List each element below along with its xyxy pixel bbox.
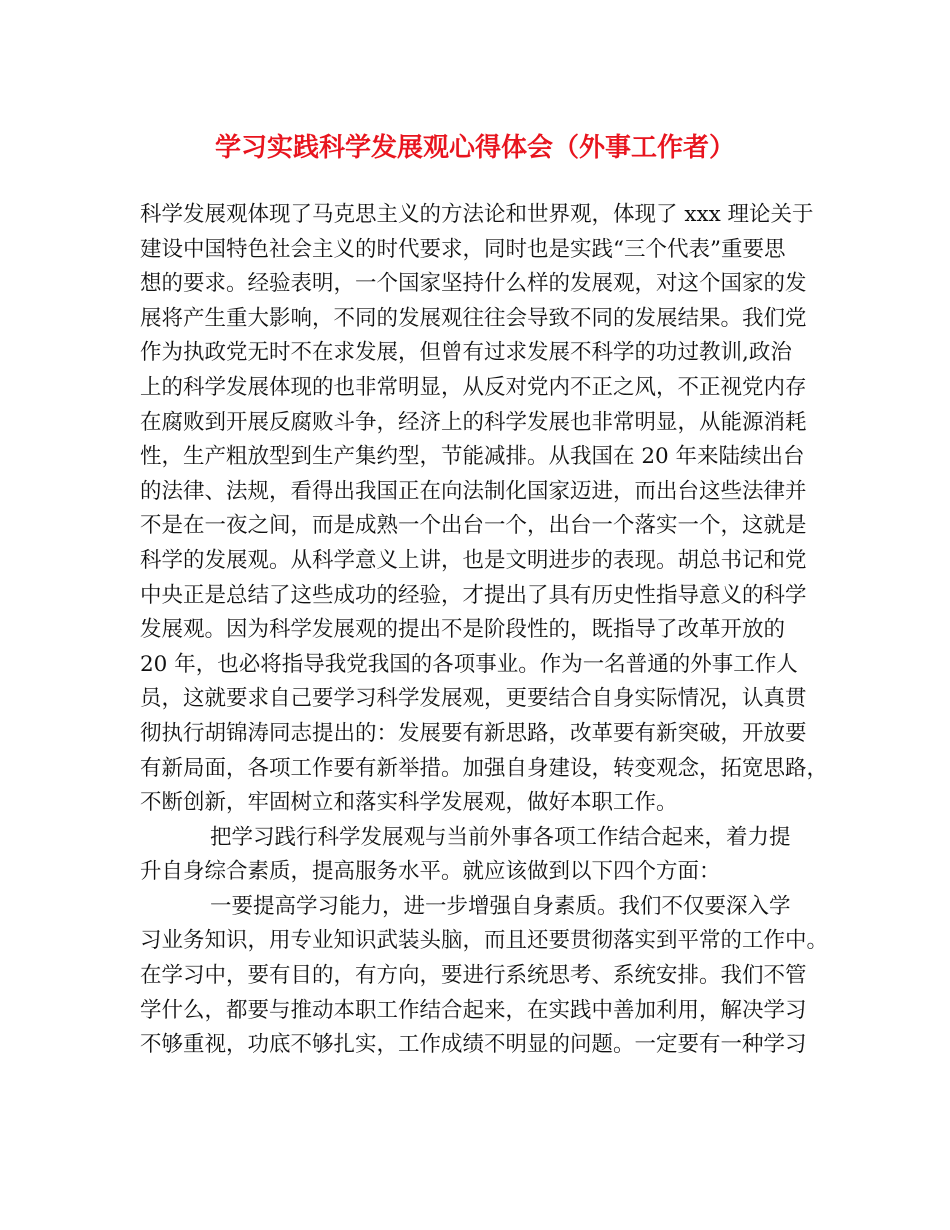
document-title: 学习实践科学发展观心得体会（外事工作者） <box>214 133 735 163</box>
paragraph-line: 彻执行胡锦涛同志提出的：发展要有新思路，改革要有新突破，开放要 <box>140 720 807 746</box>
paragraph-line: 有新局面，各项工作要有新举措。加强自身建设，转变观念，拓宽思路， <box>140 755 829 781</box>
paragraph-line: 上的科学发展体现的也非常明显，从反对党内不正之风，不正视党内存 <box>140 374 807 400</box>
paragraph-line: 不是在一夜之间，而是成熟一个出台一个，出台一个落实一个，这就是 <box>140 513 807 539</box>
paragraph-line: 习业务知识，用专业知识武装头脑，而且还要贯彻落实到平常的工作中。 <box>140 928 829 954</box>
paragraph-line: 想的要求。经验表明，一个国家坚持什么样的发展观，对这个国家的发 <box>140 271 807 297</box>
paragraph-line: 不够重视，功底不够扎实，工作成绩不明显的问题。一定要有一种学习 <box>140 1032 807 1058</box>
paragraph-line: 学什么，都要与推动本职工作结合起来，在实践中善加利用，解决学习 <box>140 997 807 1023</box>
paragraph-line: 作为执政党无时不在求发展，但曾有过求发展不科学的功过教训,政治 <box>140 340 792 366</box>
paragraph-line: 科学的发展观。从科学意义上讲，也是文明进步的表现。胡总书记和党 <box>140 547 807 573</box>
paragraph-line: 发展观。因为科学发展观的提出不是阶段性的，既指导了改革开放的 <box>140 617 786 643</box>
paragraph-line: 在腐败到开展反腐败斗争，经济上的科学发展也非常明显，从能源消耗 <box>140 409 807 435</box>
paragraph-line: 性，生产粗放型到生产集约型，节能减排。从我国在 20 年来陆续出台 <box>140 444 805 470</box>
paragraph-line: 把学习践行科学发展观与当前外事各项工作结合起来，着力提 <box>210 824 791 850</box>
paragraph-line: 的法律、法规，看得出我国正在向法制化国家迈进，而出台这些法律并 <box>140 478 807 504</box>
paragraph-line: 一要提高学习能力，进一步增强自身素质。我们不仅要深入学 <box>210 893 791 919</box>
paragraph-line: 升自身综合素质，提高服务水平。就应该做到以下四个方面： <box>140 859 721 885</box>
paragraph-line: 在学习中，要有目的，有方向，要进行系统思考、系统安排。我们不管 <box>140 963 807 989</box>
paragraph-line: 20 年，也必将指导我党我国的各项事业。作为一名普通的外事工作人 <box>140 651 798 677</box>
paragraph-line: 不断创新，牢固树立和落实科学发展观，做好本职工作。 <box>140 790 678 816</box>
document-body <box>140 198 829 1063</box>
paragraph-line: 中央正是总结了这些成功的经验，才提出了具有历史性指导意义的科学 <box>140 582 807 608</box>
paragraph-line: 建设中国特色社会主义的时代要求，同时也是实践“三个代表”重要思 <box>140 236 786 262</box>
paragraph-line: 科学发展观体现了马克思主义的方法论和世界观，体现了 xxx 理论关于 <box>140 202 814 227</box>
paragraph-line: 展将产生重大影响，不同的发展观往往会导致不同的发展结果。我们党 <box>140 305 807 331</box>
paragraph-line: 员，这就要求自己要学习科学发展观，更要结合自身实际情况，认真贯 <box>140 686 807 712</box>
